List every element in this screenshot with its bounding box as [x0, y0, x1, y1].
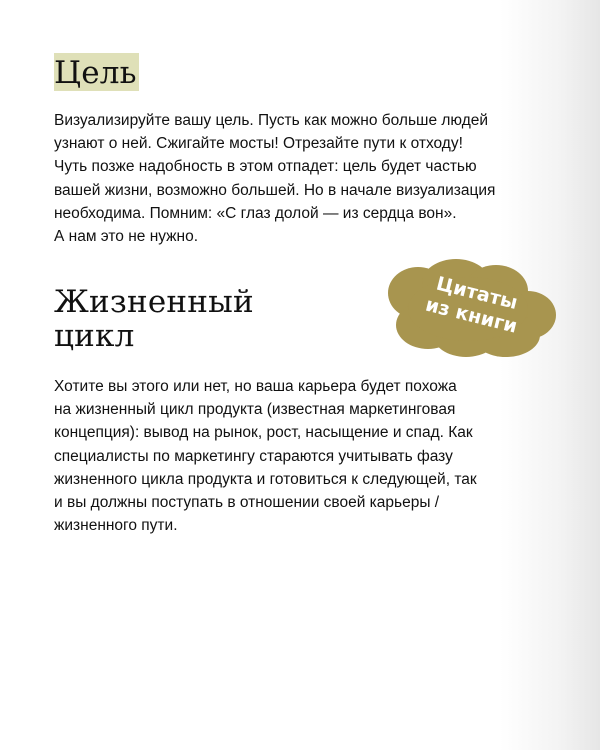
goal-heading-text: Цель	[54, 55, 137, 91]
quotes-badge-label: Цитаты из книги	[423, 272, 520, 338]
goal-paragraph: Визуализируйте вашу цель. Пусть как можно больше людей узнают о ней. Сжигайте мосты! Отрезайте пути к отходу! Чуть позже надобность в этом отпадет: цель будет частью вашей жизни, возможно большей. Но в начале визуализация необходима. Помним: «С глаз долой — из сердца вон». А нам это не нужно.	[54, 112, 496, 246]
quotes-badge	[378, 255, 560, 361]
lifecycle-paragraph: Хотите вы этого или нет, но ваша карьера будет похожа на жизненный цикл продукта (известная маркетинговая концепция): вывод на рынок, рост, насыщение и спад. Как специалисты по маркетингу стараются учитывать фазу жизненного цикла продукта и готовиться к следующей, так и вы должны поступать в отношении своей карьеры / жизненного пути.	[54, 378, 477, 535]
goal-heading	[54, 56, 139, 90]
lifecycle-heading: Жизненный цикл	[54, 284, 254, 354]
